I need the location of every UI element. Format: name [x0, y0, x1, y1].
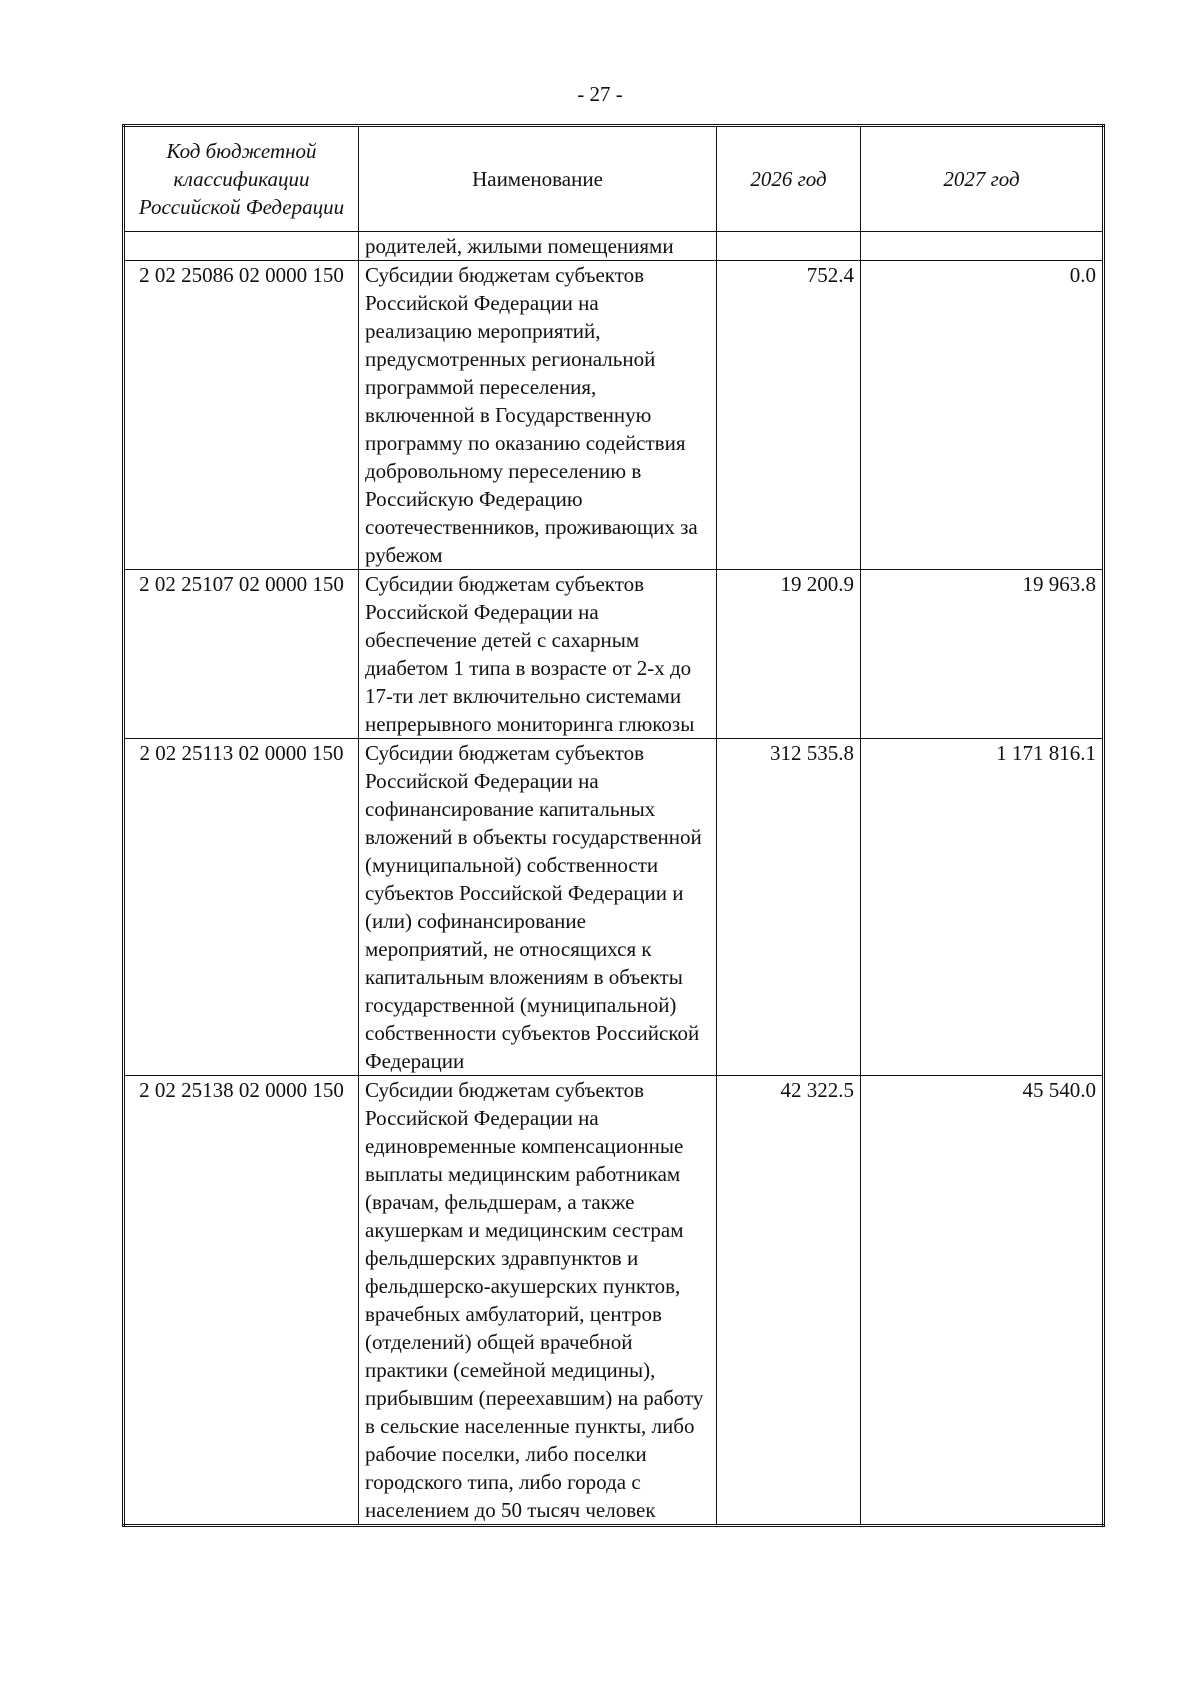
- budget-table: [122, 124, 1105, 1527]
- row-name: родителей, жилыми помещениями: [359, 232, 717, 261]
- row-value-2026: 752.4: [717, 261, 861, 570]
- row-name: Субсидии бюджетам субъектов Российской Федерации на реализацию мероприятий, предусмотренных региональной программой переселения, включенной в Государственную программу по оказанию содействия добровольному переселению в Российскую Федерацию соотечественников, проживающих за рубежом: [359, 261, 717, 570]
- table-header-row: [124, 126, 1104, 232]
- row-code: [124, 232, 359, 261]
- row-name: Субсидии бюджетам субъектов Российской Федерации на софинансирование капитальных вложений в объекты государственной (муниципальной) собственности субъектов Российской Федерации и (или) софинансирование мероприятий, не относящихся к капитальным вложениям в объекты государственной (муниципальной) собственности субъектов Российской Федерации: [359, 739, 717, 1076]
- row-code: 2 02 25113 02 0000 150: [124, 739, 359, 1076]
- row-value-2026: [717, 232, 861, 261]
- header-year-2027: 2027 год: [861, 126, 1104, 232]
- row-value-2027: [861, 232, 1104, 261]
- row-value-2026: 42 322.5: [717, 1076, 861, 1526]
- row-code: 2 02 25086 02 0000 150: [124, 261, 359, 570]
- row-value-2027: 0.0: [861, 261, 1104, 570]
- table-row: [124, 1076, 1104, 1526]
- row-value-2026: 312 535.8: [717, 739, 861, 1076]
- row-name: Субсидии бюджетам субъектов Российской Федерации на единовременные компенсационные выплаты медицинским работникам (врачам, фельдшерам, а также акушеркам и медицинским сестрам фельдшерских здравпунктов и фельдшерско-акушерских пунктов, врачебных амбулаторий, центров (отделений) общей врачебной практики (семейной медицины), прибывшим (переехавшим) на работу в сельские населенные пункты, либо рабочие поселки, либо поселки городского типа, либо города с населением до 50 тысяч человек: [359, 1076, 717, 1526]
- row-code: 2 02 25107 02 0000 150: [124, 570, 359, 739]
- row-value-2027: 45 540.0: [861, 1076, 1104, 1526]
- page-number: - 27 -: [577, 82, 623, 106]
- table-row: [124, 261, 1104, 570]
- table-row: [124, 739, 1104, 1076]
- table-row: [124, 232, 1104, 261]
- header-code: Код бюджетной классификации Российской Федерации: [124, 126, 359, 232]
- table-row: [124, 570, 1104, 739]
- row-name: Субсидии бюджетам субъектов Российской Федерации на обеспечение детей с сахарным диабетом 1 типа в возрасте от 2-х до 17-ти лет включительно системами непрерывного мониторинга глюкозы: [359, 570, 717, 739]
- row-value-2027: 19 963.8: [861, 570, 1104, 739]
- header-name: Наименование: [359, 126, 717, 232]
- row-value-2026: 19 200.9: [717, 570, 861, 739]
- row-value-2027: 1 171 816.1: [861, 739, 1104, 1076]
- row-code: 2 02 25138 02 0000 150: [124, 1076, 359, 1526]
- header-year-2026: 2026 год: [717, 126, 861, 232]
